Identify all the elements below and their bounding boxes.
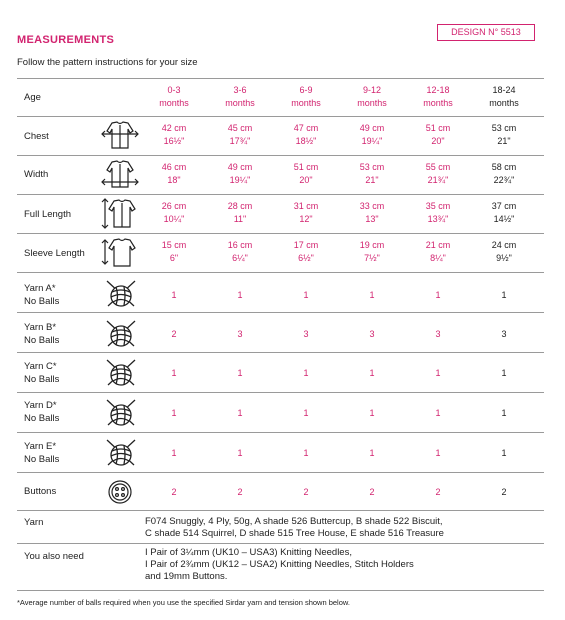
sleeve-length-icon [100,236,140,269]
yarn-e-balls-cell: 1 [171,448,177,458]
full-length-cm-cell: 26 cm [161,201,187,211]
yarn-c-balls-cell: 1 [501,368,507,378]
buttons-count-cell: 2 [435,487,441,497]
width-inch-cell: 20" [299,175,313,185]
yarn-c-balls-cell: 1 [303,368,309,378]
rule-yarn-b [17,352,544,353]
rule-yarn [17,543,544,544]
sleeve-length-inch-cell: 7½" [364,253,380,263]
width-inch-cell: 18" [167,175,181,185]
chest-cm-cell: 42 cm [161,123,187,133]
sleeve-length-inch-cell: 8¼" [430,253,446,263]
full-length-inch-cell: 11" [233,214,247,224]
width-inch-cell: 21¾" [427,175,449,185]
yarn-e-balls-cell: 1 [501,448,507,458]
yarn-ball-icon [104,437,138,469]
width-inch-cell: 19¼" [229,175,251,185]
buttons-count-cell: 2 [501,487,507,497]
chest-inch-cell: 18½" [295,136,317,146]
yarn-a-label: Yarn A* No Balls [24,283,60,307]
button-icon [107,479,133,505]
yarn-d-balls-cell: 1 [501,408,507,418]
yarn-b-balls-cell: 2 [171,329,177,339]
cardigan-length-icon [100,197,140,230]
width-cm-cell: 53 cm [359,162,385,172]
rule-yarn-c [17,392,544,393]
rule-top [17,78,544,79]
yarn-a-balls-cell: 1 [171,290,177,300]
full-length-inch-cell: 10¼" [163,214,185,224]
yarn-d-balls-cell: 1 [237,408,243,418]
yarn-ball-icon [104,318,138,350]
sleeve-length-inch-cell: 9½" [496,253,512,263]
yarn-d-label: Yarn D* No Balls [24,400,60,424]
yarn-c-balls-cell: 1 [171,368,177,378]
sleeve-length-cm-cell: 17 cm [293,240,319,250]
yarn-a-balls-cell: 1 [435,290,441,300]
buttons-count-cell: 2 [369,487,375,497]
full-length-cm-cell: 28 cm [227,201,253,211]
rule-yarn-d [17,432,544,433]
chest-cm-cell: 45 cm [227,123,253,133]
yarn-c-balls-cell: 1 [435,368,441,378]
chest-cm-cell: 53 cm [491,123,517,133]
width-cm-cell: 55 cm [425,162,451,172]
page-title: MEASUREMENTS [17,34,115,46]
yarn-e-balls-cell: 1 [369,448,375,458]
yarn-b-balls-cell: 3 [303,329,309,339]
chest-inch-cell: 16½" [163,136,185,146]
size-header: 0-3 months [159,85,189,108]
rule-yarn-a [17,312,544,313]
yarn-ball-icon [104,278,138,310]
yarn-description: F074 Snuggly, 4 Ply, 50g, A shade 526 Buttercup, B shade 522 Biscuit, C shade 514 Squirrel, D shade 515 Tree House, E shade 516 Treasure [145,516,444,539]
yarn-a-balls-cell: 1 [501,290,507,300]
chest-inch-cell: 21" [497,136,511,146]
design-number-badge: DESIGN N° 5513 [437,24,535,41]
buttons-count-cell: 2 [237,487,243,497]
yarn-c-balls-cell: 1 [237,368,243,378]
rule-width [17,194,544,195]
full-length-cm-cell: 37 cm [491,201,517,211]
rule-bottom [17,590,544,591]
yarn-b-balls-cell: 3 [435,329,441,339]
width-inch-cell: 21" [365,175,379,185]
cardigan-chest-icon [100,119,140,151]
rule-chest [17,155,544,156]
yarn-b-balls-cell: 3 [237,329,243,339]
full-length-label: Full Length [24,209,72,220]
width-cm-cell: 49 cm [227,162,253,172]
buttons-label: Buttons [24,486,57,497]
yarn-ball-icon [104,397,138,429]
chest-inch-cell: 20" [431,136,445,146]
size-header: 3-6 months [225,85,255,108]
sleeve-length-inch-cell: 6" [169,253,179,263]
yarn-b-balls-cell: 3 [501,329,507,339]
width-inch-cell: 22¾" [493,175,515,185]
yarn-a-balls-cell: 1 [237,290,243,300]
size-header: 12-18 months [423,85,453,108]
full-length-cm-cell: 31 cm [293,201,319,211]
chest-cm-cell: 49 cm [359,123,385,133]
full-length-inch-cell: 14½" [493,214,515,224]
full-length-cm-cell: 33 cm [359,201,385,211]
yarn-e-label: Yarn E* No Balls [24,441,60,465]
rule-sleeve [17,272,544,273]
rule-yarn-e [17,472,544,473]
yarn-d-balls-cell: 1 [369,408,375,418]
yarn-label: Yarn [24,517,44,528]
you-also-need-description: I Pair of 3¼mm (UK10 – USA3) Knitting Needles, I Pair of 2¾mm (UK12 – USA2) Knitting Needles, Stitch Holders and 19mm Buttons. [145,547,414,582]
chest-cm-cell: 47 cm [293,123,319,133]
full-length-cm-cell: 35 cm [425,201,451,211]
sleeve-length-inch-cell: 6½" [298,253,314,263]
chest-inch-cell: 19¼" [361,136,383,146]
width-label: Width [24,169,49,180]
yarn-d-balls-cell: 1 [171,408,177,418]
width-cm-cell: 46 cm [161,162,187,172]
width-cm-cell: 51 cm [293,162,319,172]
size-header: 6-9 months [291,85,321,108]
width-cm-cell: 58 cm [491,162,517,172]
rule-age [17,116,544,117]
sleeve-length-cm-cell: 16 cm [227,240,253,250]
chest-inch-cell: 17¾" [229,136,251,146]
yarn-b-balls-cell: 3 [369,329,375,339]
buttons-count-cell: 2 [171,487,177,497]
yarn-d-balls-cell: 1 [435,408,441,418]
yarn-c-label: Yarn C* No Balls [24,361,60,385]
age-label: Age [24,92,41,103]
yarn-d-balls-cell: 1 [303,408,309,418]
full-length-inch-cell: 13¾" [427,214,449,224]
sleeve-length-label: Sleeve Length [24,248,85,259]
size-header: 9-12 months [357,85,387,108]
chest-label: Chest [24,131,49,142]
yarn-a-balls-cell: 1 [303,290,309,300]
yarn-c-balls-cell: 1 [369,368,375,378]
yarn-a-balls-cell: 1 [369,290,375,300]
full-length-inch-cell: 13" [365,214,379,224]
size-header: 18-24 months [489,85,519,108]
chest-cm-cell: 51 cm [425,123,451,133]
buttons-count-cell: 2 [303,487,309,497]
cardigan-width-icon [100,158,140,190]
sleeve-length-cm-cell: 19 cm [359,240,385,250]
sleeve-length-cm-cell: 21 cm [425,240,451,250]
rule-length [17,233,544,234]
full-length-inch-cell: 12" [299,214,313,224]
sleeve-length-cm-cell: 15 cm [161,240,187,250]
subtitle: Follow the pattern instructions for your size [17,57,198,68]
you-also-need-label: You also need [24,551,84,562]
yarn-b-label: Yarn B* No Balls [24,322,60,346]
footnote: *Average number of balls required when you use the specified Sirdar yarn and tension shown below. [17,598,350,607]
yarn-e-balls-cell: 1 [435,448,441,458]
rule-buttons [17,510,544,511]
yarn-ball-icon [104,357,138,389]
yarn-e-balls-cell: 1 [303,448,309,458]
sleeve-length-inch-cell: 6¼" [232,253,248,263]
yarn-e-balls-cell: 1 [237,448,243,458]
sleeve-length-cm-cell: 24 cm [491,240,517,250]
